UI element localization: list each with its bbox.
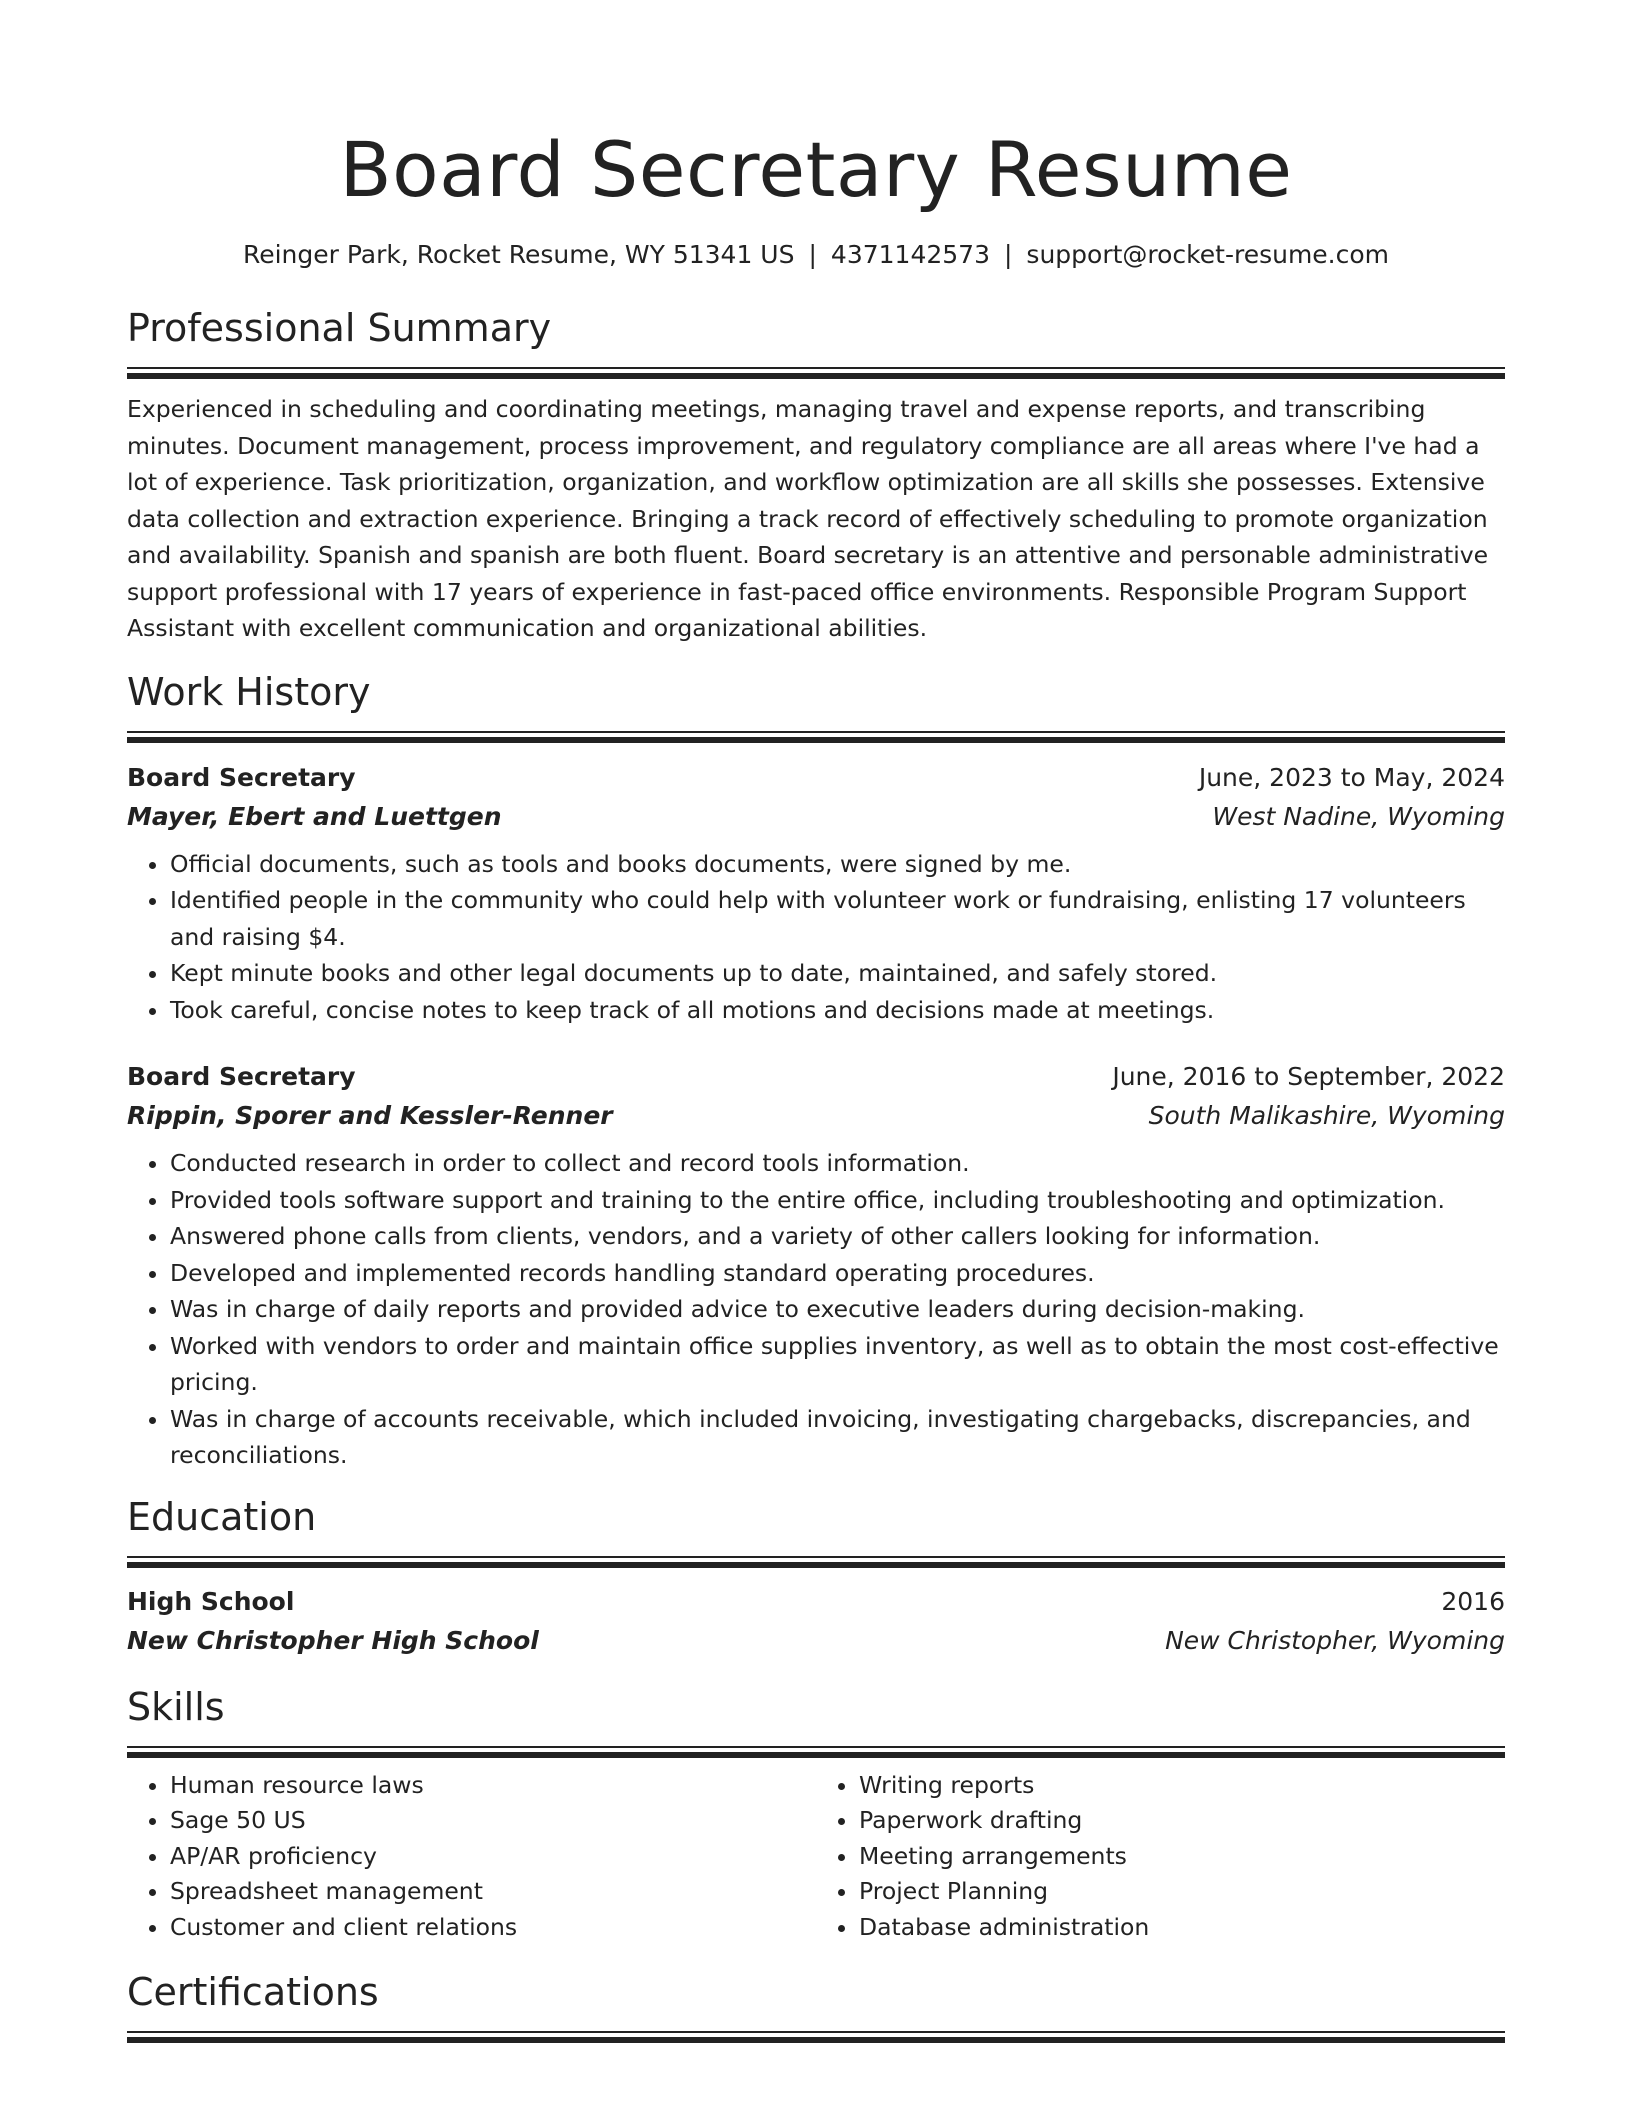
list-item: • Conducted research in order to collect and record tools information.: [170, 1145, 1505, 1182]
job-entry: [127, 758, 1505, 1029]
skills-column-right: [816, 1768, 1505, 1946]
list-item: • Paperwork drafting: [859, 1803, 1505, 1839]
section-heading-skills: Skills: [127, 1684, 225, 1729]
section-divider: [127, 731, 1505, 743]
list-item: • Provided tools software support and training to the entire office, including troubleshooting and optimization.: [170, 1182, 1505, 1219]
list-item: • Meeting arrangements: [859, 1839, 1505, 1875]
list-item: • Customer and client relations: [170, 1910, 816, 1946]
job-header: [127, 1057, 1505, 1096]
job-location: West Nadine, Wyoming: [1212, 801, 1505, 831]
job-location: South Malikashire, Wyoming: [1148, 1101, 1505, 1130]
education-school: New Christopher High School: [127, 1625, 539, 1655]
education-degree: High School: [127, 1586, 295, 1616]
section-heading-education: Education: [127, 1494, 317, 1539]
contact-phone: 4371142573: [830, 240, 990, 269]
work-history-section: [127, 667, 1505, 1474]
section-heading-summary: Professional Summary: [127, 306, 552, 350]
certifications-section: [127, 1967, 1505, 2043]
job-company: Rippin, Sporer and Kessler-Renner: [127, 1101, 613, 1130]
section-divider: [127, 367, 1505, 379]
page-title: Board Secretary Resume: [339, 125, 1293, 214]
education-subheader: [127, 1621, 1505, 1660]
list-item: • Project Planning: [859, 1874, 1505, 1910]
contact-separator: |: [1003, 240, 1013, 269]
list-item: • Answered phone calls from clients, vendors, and a variety of other callers looking for information.: [170, 1218, 1505, 1255]
job-subheader: [127, 1096, 1505, 1135]
list-item: • Sage 50 US: [170, 1803, 816, 1839]
list-item: • AP/AR proficiency: [170, 1839, 816, 1875]
list-item: • Was in charge of accounts receivable, which included invoicing, investigating chargebacks, discrepancies, and reconciliations.: [170, 1401, 1505, 1474]
job-title: Board Secretary: [127, 762, 356, 792]
list-item: • Official documents, such as tools and books documents, were signed by me.: [170, 846, 1505, 883]
summary-section: [127, 303, 1505, 647]
job-subheader: [127, 797, 1505, 836]
job-header: [127, 758, 1505, 797]
contact-address: Reinger Park, Rocket Resume, WY 51341 US: [242, 240, 795, 269]
summary-text: Experienced in scheduling and coordinating meetings, managing travel and expense reports, and transcribing minutes. Document management, process improvement, and regulatory compliance are all areas where I've had a lot of experience. Task prioritization, organization, and workflow optimization are all skills she possesses. Extensive data collection and extraction experience. Bringing a track record of effectively scheduling to promote organization and availability. Spanish and spanish are both fluent. Board secretary is an attentive and personable administrative support professional with 17 years of experience in fast-paced office environments. Responsible Program Support Assistant with excellent communication and organizational abilities.: [127, 395, 1489, 642]
section-divider: [127, 2031, 1505, 2043]
job-entry: [127, 1057, 1505, 1474]
section-heading-work: Work History: [127, 669, 371, 714]
list-item: • Database administration: [859, 1910, 1505, 1946]
list-item: • Kept minute books and other legal documents up to date, maintained, and safely stored.: [170, 955, 1505, 992]
education-header: [127, 1582, 1505, 1621]
list-item: • Writing reports: [859, 1768, 1505, 1804]
skills-section: [127, 1682, 1505, 1946]
education-location: New Christopher, Wyoming: [1165, 1625, 1505, 1655]
job-dates: June, 2016 to September, 2022: [1112, 1062, 1505, 1091]
job-company: Mayer, Ebert and Luettgen: [127, 801, 502, 831]
list-item: • Was in charge of daily reports and provided advice to executive leaders during decision-making.: [170, 1291, 1505, 1328]
contact-email: support@rocket-resume.com: [1026, 240, 1390, 269]
list-item: • Human resource laws: [170, 1768, 816, 1804]
skills-grid: [127, 1768, 1505, 1946]
section-heading-certifications: Certifications: [127, 1970, 379, 2014]
contact-line: [127, 238, 1505, 272]
job-bullets: [127, 846, 1505, 1029]
skills-column-left: [127, 1768, 816, 1946]
education-section: [127, 1492, 1505, 1660]
list-item: • Worked with vendors to order and maintain office supplies inventory, as well as to obtain the most cost-effective pricing.: [170, 1328, 1505, 1401]
list-item: • Developed and implemented records handling standard operating procedures.: [170, 1255, 1505, 1292]
list-item: • Took careful, concise notes to keep track of all motions and decisions made at meetings.: [170, 992, 1505, 1029]
section-divider: [127, 1746, 1505, 1758]
section-divider: [127, 1556, 1505, 1568]
education-entry: [127, 1582, 1505, 1660]
list-item: • Identified people in the community who could help with volunteer work or fundraising, enlisting 17 volunteers and raising $4.: [170, 882, 1505, 955]
job-title: Board Secretary: [127, 1062, 356, 1091]
education-year: 2016: [1441, 1586, 1505, 1616]
job-bullets: [127, 1145, 1505, 1474]
list-item: • Spreadsheet management: [170, 1874, 816, 1910]
contact-separator: |: [808, 240, 817, 269]
job-dates: June, 2023 to May, 2024: [1198, 762, 1505, 792]
